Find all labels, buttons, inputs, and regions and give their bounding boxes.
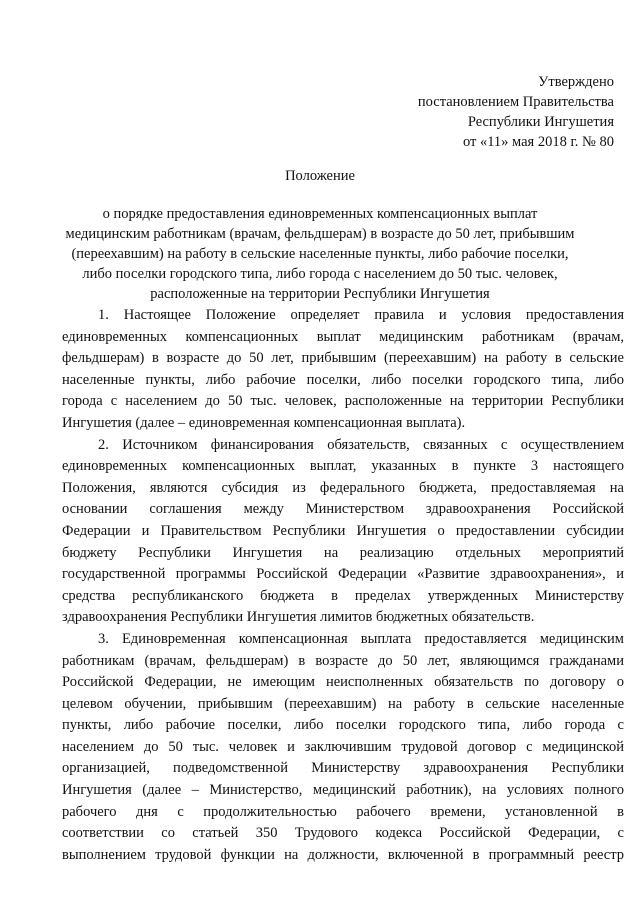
subtitle-line: (переехавшим) на работу в сельские населенные пункты, либо рабочие поселки, — [71, 246, 569, 262]
paragraph-line: работникам (врачам, фельдшерам) в возрасте до 50 лет, являющимся гражданами — [62, 652, 624, 669]
paragraph-line: соответствии со статьей 350 Трудового кодекса Российской Федерации, с — [62, 825, 624, 842]
paragraph-3 — [62, 629, 624, 867]
paragraph-line: Федерации и Правительством Республики Ингушетия о предоставлении субсидии — [62, 522, 624, 539]
paragraph-line: выполнением трудовой функции на должности, включенной в программный реестр — [62, 846, 624, 863]
paragraph-line: целевом обучении, прибывшим (переехавшим) на работу в сельские населенные — [62, 695, 624, 712]
paragraph-line: 3. Единовременная компенсационная выплата предоставляется медицинским — [98, 630, 624, 647]
paragraph-line: 2. Источником финансирования обязательств, связанных с осуществлением — [98, 436, 624, 453]
paragraph-line: бюджету Республики Ингушетия на реализацию отдельных мероприятий — [62, 544, 624, 561]
document-title: Положение — [285, 168, 355, 184]
paragraph-line: пункты, либо рабочие поселки, либо поселки городского типа, либо города с — [62, 717, 624, 734]
paragraph-line: организацией, подведомственной Министерству здравоохранения Республики — [62, 760, 624, 777]
paragraph-line: Положения, являются субсидия из федерального бюджета, предоставляемая на — [62, 479, 624, 496]
paragraph-line: Российской Федерации, не имеющим неисполненных обязательств по договору о — [62, 674, 624, 691]
approval-block — [418, 72, 614, 152]
paragraph-2 — [62, 435, 624, 629]
document-body — [62, 305, 624, 866]
document-subtitle — [40, 204, 600, 304]
paragraph-line: основании соглашения между Министерством здравоохранения Российской — [62, 501, 624, 518]
paragraph-line: рабочего дня с продолжительностью рабочего времени, установленной в — [62, 803, 624, 820]
paragraph-line: фельдшерам) в возрасте до 50 лет, прибывшим (переехавшим) на работу в сельские — [62, 350, 624, 367]
approval-line: Республики Ингушетия — [467, 114, 614, 130]
paragraph-line: 1. Настоящее Положение определяет правила и условия предоставления — [98, 307, 624, 323]
subtitle-line: либо поселки городского типа, либо города с населением до 50 тыс. человек, — [82, 266, 558, 282]
paragraph-1 — [62, 305, 624, 435]
subtitle-line: медицинским работникам (врачам, фельдшерам) в возрасте до 50 лет, прибывшим — [65, 226, 575, 242]
approval-line: постановлением Правительства — [417, 94, 614, 110]
paragraph-line: Ингушетия (далее – Министерство, медицинский работник), на условиях полного — [62, 782, 624, 799]
paragraph-line: единовременных компенсационных выплат медицинским работникам (врачам, — [62, 328, 624, 345]
approval-line: Утверждено — [538, 74, 614, 90]
subtitle-line: расположенные на территории Республики Ингушетия — [150, 286, 490, 302]
paragraph-line: города с населением до 50 тыс. человек, расположенные на территории Республики — [62, 393, 624, 410]
paragraph-line: государственной программы Российской Федерации «Развитие здравоохранения», и — [62, 566, 624, 583]
subtitle-line: о порядке предоставления единовременных компенсационных выплат — [102, 206, 538, 222]
paragraph-line: Ингушетия (далее – единовременная компенсационная выплата). — [62, 414, 466, 431]
paragraph-line: здравоохранения Республики Ингушетия лимитов бюджетных обязательств. — [62, 609, 535, 626]
approval-line: от «11» мая 2018 г. № 80 — [462, 134, 614, 150]
paragraph-line: населением до 50 тыс. человек и заключившим трудовой договор с медицинской — [62, 738, 624, 755]
paragraph-line: населенные пункты, либо рабочие поселки, либо поселки городского типа, либо — [62, 371, 624, 388]
paragraph-line: средства республиканского бюджета в пределах утвержденных Министерству — [62, 587, 624, 604]
paragraph-line: единовременных компенсационных выплат, указанных в пункте 3 настоящего — [62, 458, 624, 475]
